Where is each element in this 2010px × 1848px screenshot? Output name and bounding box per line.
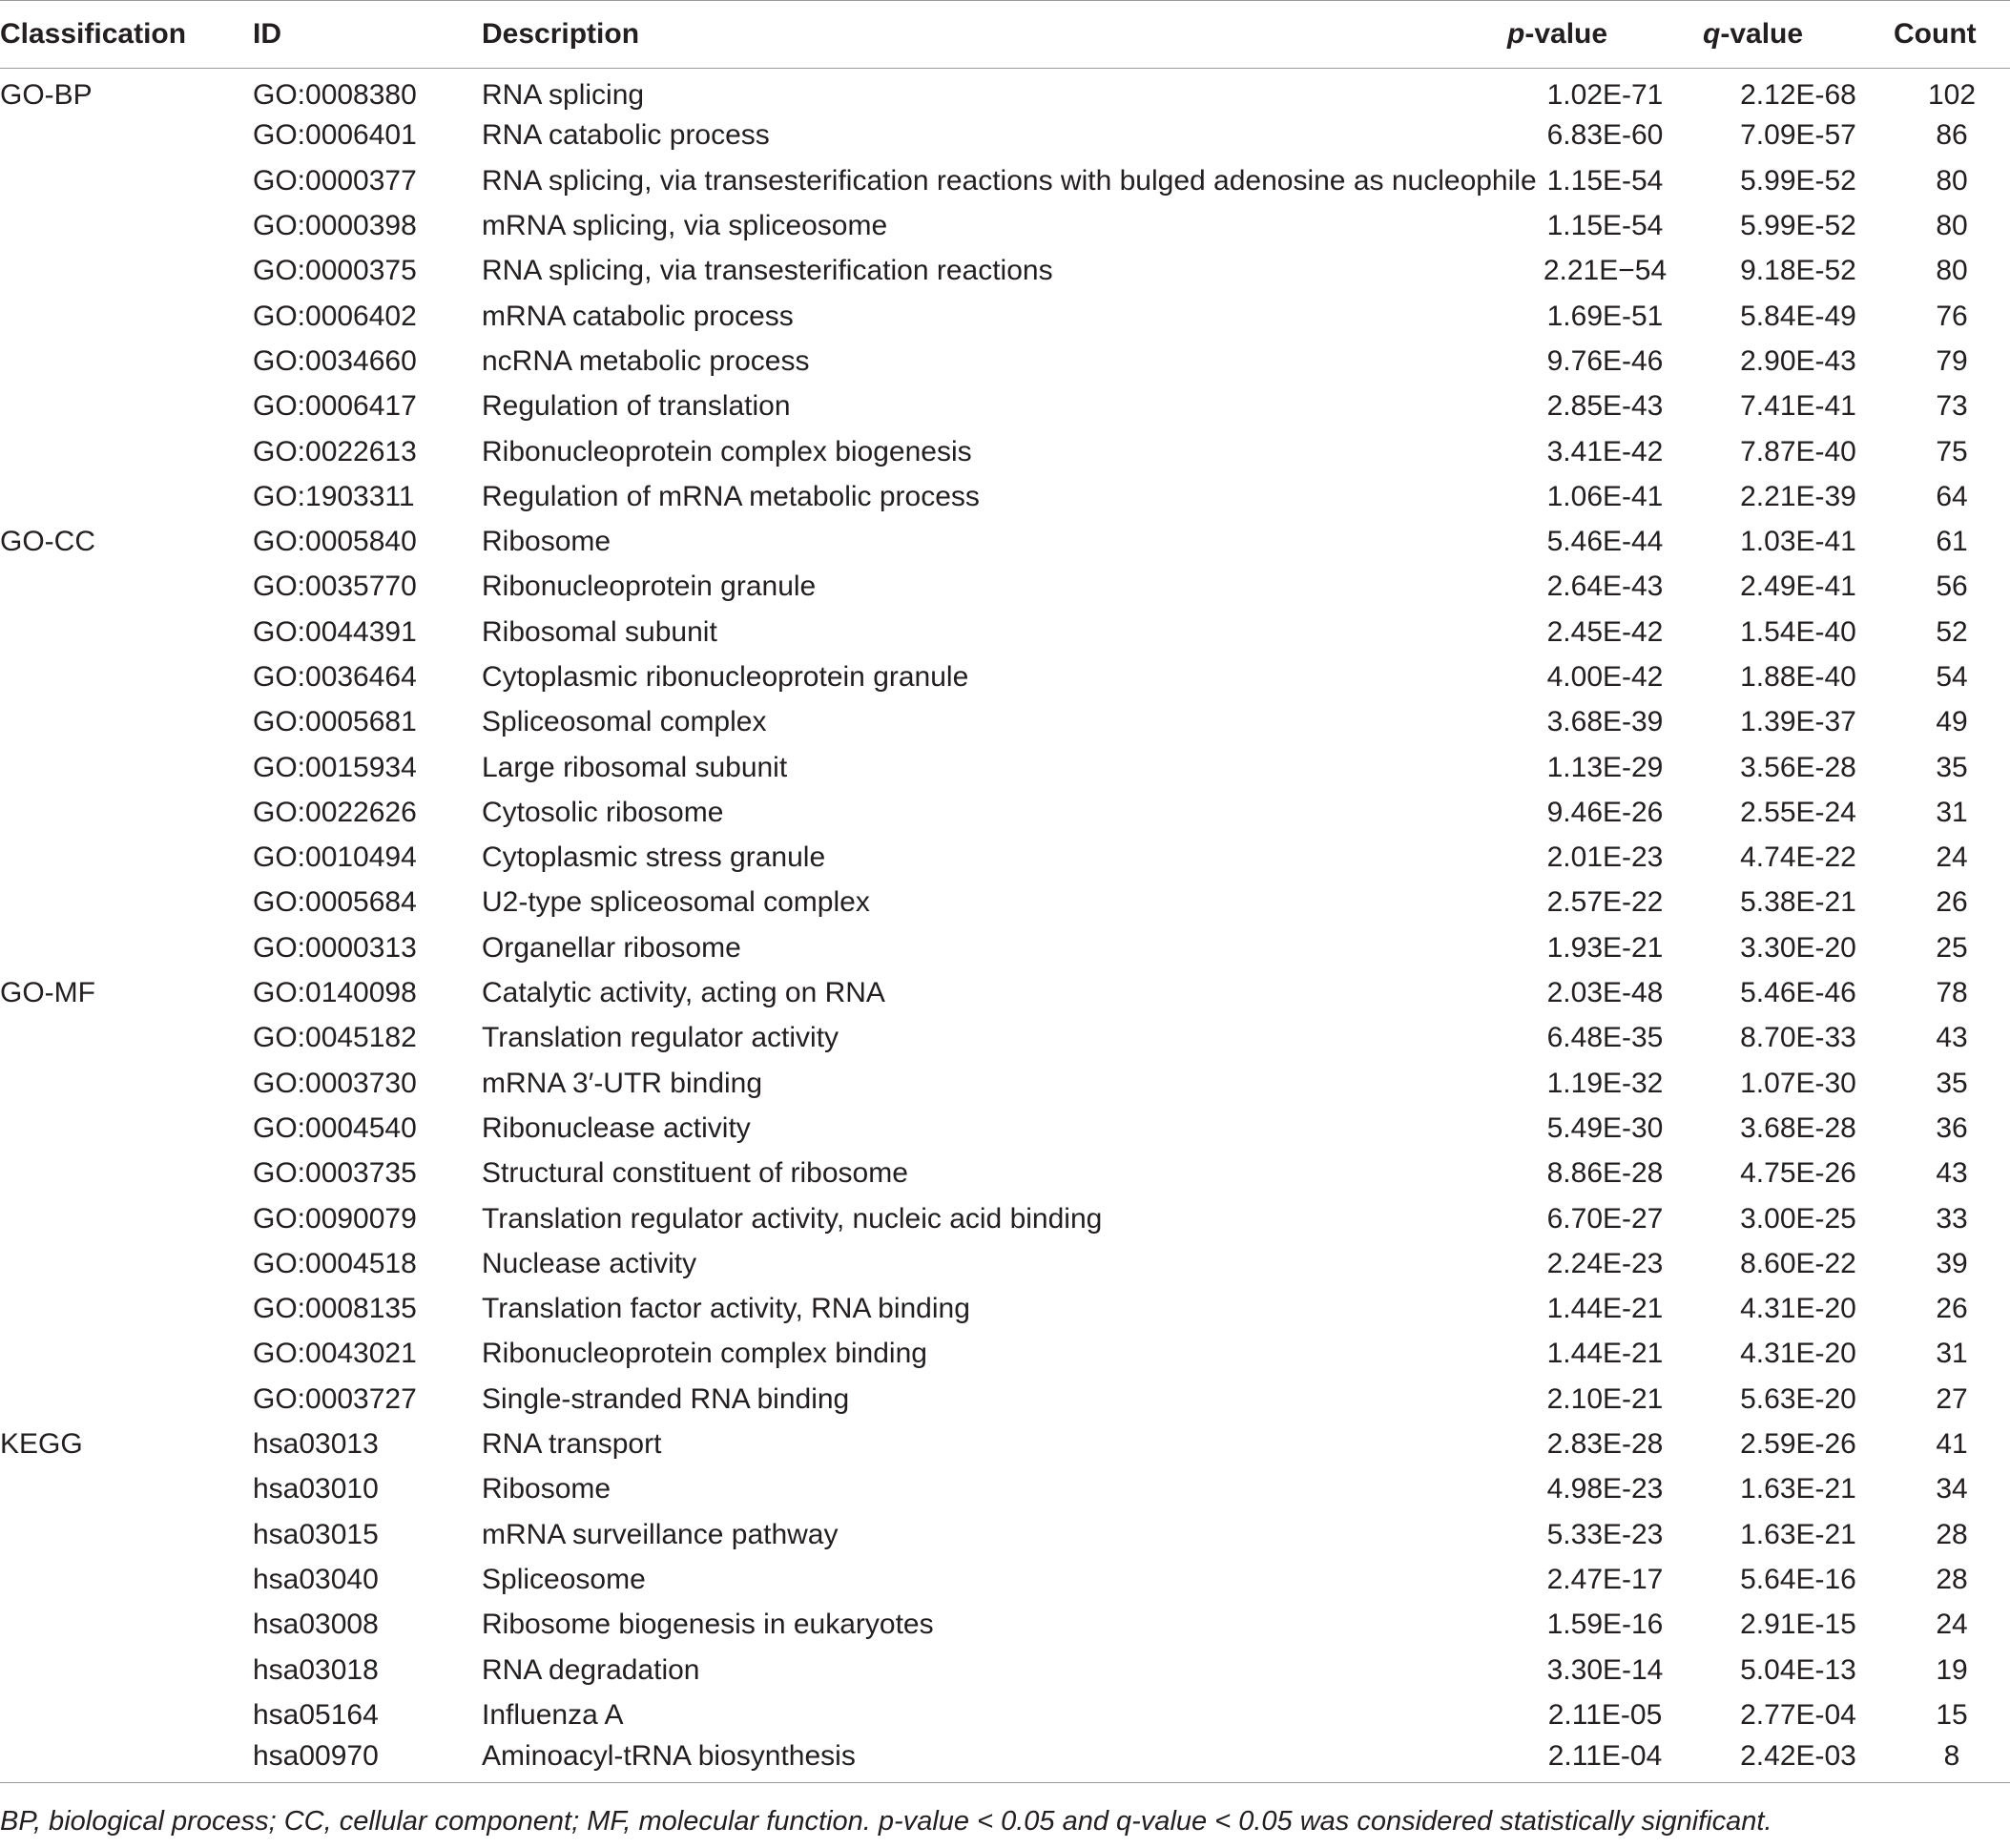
cell-p-value: 2.64E-43 xyxy=(1546,571,1664,603)
cell-count: 54 xyxy=(1936,661,1968,693)
table-row xyxy=(0,881,2010,925)
cell-p-value: 2.11E-04 xyxy=(1507,1737,1703,1782)
cell-p-value: 1.15E-54 xyxy=(1546,164,1664,197)
cell-description: Ribonuclease activity xyxy=(482,1111,751,1144)
cell-id: GO:0003735 xyxy=(253,1157,417,1190)
cell-classification xyxy=(0,249,253,294)
cell-p-value: 2.45E-42 xyxy=(1546,615,1664,648)
cell-classification xyxy=(0,384,253,429)
cell-description: Cytoplasmic ribonucleoprotein granule xyxy=(482,661,969,693)
header-classification: Classification xyxy=(0,1,253,69)
table-row xyxy=(0,1016,2010,1061)
cell-classification: GO-BP xyxy=(0,79,93,112)
cell-count: 8 xyxy=(1894,1737,2010,1782)
cell-description: Ribonucleoprotein complex binding xyxy=(482,1338,927,1370)
cell-description: RNA splicing, via transesterification reactions with bulged adenosine as nucleophile xyxy=(482,164,1537,197)
table-row xyxy=(0,1512,2010,1557)
cell-description: Cytoplasmic stress granule xyxy=(482,841,826,874)
cell-count: 56 xyxy=(1936,571,1968,603)
cell-classification xyxy=(0,114,253,158)
cell-id: GO:1903311 xyxy=(253,480,415,512)
cell-q-value: 1.07E-30 xyxy=(1740,1067,1856,1099)
header-row xyxy=(0,1,2010,69)
cell-q-value: 1.54E-40 xyxy=(1740,615,1856,648)
cell-q-value: 7.87E-40 xyxy=(1740,435,1856,467)
cell-q-value: 2.90E-43 xyxy=(1740,344,1856,377)
table-row xyxy=(0,519,2010,564)
cell-q-value: 4.75E-26 xyxy=(1740,1157,1856,1190)
header-p-letter: p xyxy=(1507,18,1525,50)
cell-id: GO:0000375 xyxy=(253,255,417,287)
cell-count: 64 xyxy=(1936,480,1968,512)
cell-q-value: 4.31E-20 xyxy=(1740,1293,1856,1325)
cell-count: 35 xyxy=(1936,1067,1968,1099)
cell-classification xyxy=(0,1152,253,1196)
cell-q-value: 1.88E-40 xyxy=(1740,661,1856,693)
cell-count: 86 xyxy=(1936,119,1968,152)
cell-count: 34 xyxy=(1936,1473,1968,1505)
cell-classification xyxy=(0,1648,253,1692)
cell-id: GO:0043021 xyxy=(253,1338,417,1370)
cell-q-value: 3.30E-20 xyxy=(1740,931,1856,964)
cell-id: GO:0035770 xyxy=(253,571,417,603)
cell-p-value: 6.70E-27 xyxy=(1546,1202,1664,1235)
cell-q-value: 1.63E-21 xyxy=(1740,1518,1856,1550)
cell-count: 75 xyxy=(1936,435,1968,467)
cell-classification xyxy=(0,881,253,925)
cell-description: Nuclease activity xyxy=(482,1247,697,1279)
cell-description: Ribosome biogenesis in eukaryotes xyxy=(482,1609,934,1641)
cell-description: Ribonucleoprotein complex biogenesis xyxy=(482,435,972,467)
cell-id: GO:0022613 xyxy=(253,435,417,467)
cell-count: 52 xyxy=(1936,615,1968,648)
table-row xyxy=(0,1557,2010,1602)
cell-classification xyxy=(0,158,253,203)
cell-classification xyxy=(0,1061,253,1106)
cell-id: GO:0034660 xyxy=(253,344,417,377)
cell-description: Translation regulator activity, nucleic acid binding xyxy=(482,1202,1103,1235)
cell-description: RNA splicing, via transesterification reactions xyxy=(482,255,1053,287)
cell-description: Regulation of mRNA metabolic process xyxy=(482,480,980,512)
cell-classification xyxy=(0,1196,253,1241)
cell-id: hsa03015 xyxy=(253,1518,379,1550)
table-row xyxy=(0,1332,2010,1377)
cell-q-value: 2.91E-15 xyxy=(1740,1609,1856,1641)
cell-count: 26 xyxy=(1936,1293,1968,1325)
cell-description: Influenza A xyxy=(482,1698,624,1731)
cell-count: 79 xyxy=(1936,344,1968,377)
table-row xyxy=(0,654,2010,699)
cell-description: Ribosome xyxy=(482,1473,611,1505)
cell-count: 15 xyxy=(1936,1698,1968,1731)
cell-classification xyxy=(0,1692,253,1737)
cell-classification xyxy=(0,790,253,835)
cell-q-value: 5.84E-49 xyxy=(1740,300,1856,332)
cell-q-value: 2.49E-41 xyxy=(1740,571,1856,603)
cell-q-value: 2.21E-39 xyxy=(1740,480,1856,512)
cell-id: GO:0015934 xyxy=(253,751,417,783)
cell-id: GO:0006402 xyxy=(253,300,417,332)
cell-count: 36 xyxy=(1936,1111,1968,1144)
cell-count: 73 xyxy=(1936,390,1968,423)
table-row xyxy=(0,790,2010,835)
cell-count: 31 xyxy=(1936,796,1968,828)
cell-classification xyxy=(0,1106,253,1151)
header-count: Count xyxy=(1894,1,2010,69)
cell-p-value: 2.24E-23 xyxy=(1546,1247,1664,1279)
cell-p-value: 2.01E-23 xyxy=(1546,841,1664,874)
cell-p-value: 2.57E-22 xyxy=(1546,886,1664,919)
cell-count: 39 xyxy=(1936,1247,1968,1279)
cell-q-value: 2.59E-26 xyxy=(1740,1428,1856,1461)
cell-q-value: 5.99E-52 xyxy=(1740,210,1856,242)
cell-p-value: 1.15E-54 xyxy=(1546,210,1664,242)
table-row xyxy=(0,970,2010,1015)
cell-classification xyxy=(0,1377,253,1422)
cell-id: GO:0005684 xyxy=(253,886,417,919)
cell-id: GO:0044391 xyxy=(253,615,417,648)
cell-id: GO:0090079 xyxy=(253,1202,417,1235)
table-row xyxy=(0,339,2010,384)
cell-count: 61 xyxy=(1936,526,1968,558)
cell-p-value: 1.02E-71 xyxy=(1546,79,1664,112)
cell-p-value: 6.83E-60 xyxy=(1546,119,1664,152)
cell-q-value: 9.18E-52 xyxy=(1740,255,1856,287)
header-q-value xyxy=(1703,1,1894,69)
cell-classification xyxy=(0,429,253,474)
cell-classification xyxy=(0,654,253,699)
cell-q-value: 1.63E-21 xyxy=(1740,1473,1856,1505)
cell-p-value: 5.46E-44 xyxy=(1546,526,1664,558)
cell-classification xyxy=(0,1467,253,1512)
cell-classification xyxy=(0,836,253,881)
table-row xyxy=(0,294,2010,339)
cell-description: Organellar ribosome xyxy=(482,931,741,964)
cell-classification xyxy=(0,1241,253,1286)
table-row xyxy=(0,1377,2010,1422)
cell-id: GO:0010494 xyxy=(253,841,417,874)
cell-count: 28 xyxy=(1936,1563,1968,1595)
table-row xyxy=(0,158,2010,203)
table-row xyxy=(0,429,2010,474)
cell-p-value: 2.83E-28 xyxy=(1546,1428,1664,1461)
cell-q-value: 8.60E-22 xyxy=(1740,1247,1856,1279)
cell-p-value: 2.03E-48 xyxy=(1546,977,1664,1009)
cell-classification xyxy=(0,1603,253,1648)
cell-classification xyxy=(0,339,253,384)
cell-classification xyxy=(0,1287,253,1332)
cell-id: GO:0006417 xyxy=(253,390,417,423)
cell-q-value: 5.04E-13 xyxy=(1740,1653,1856,1686)
cell-classification xyxy=(0,565,253,610)
cell-description: Structural constituent of ribosome xyxy=(482,1157,908,1190)
table-row xyxy=(0,700,2010,745)
cell-p-value: 1.44E-21 xyxy=(1546,1293,1664,1325)
cell-id: GO:0004518 xyxy=(253,1247,417,1279)
cell-description: Cytosolic ribosome xyxy=(482,796,724,828)
table-footnote: BP, biological process; CC, cellular component; MF, molecular function. p-value < 0.05 and q-value < 0.05 was considered statistically significant. xyxy=(0,1806,1772,1837)
cell-id: hsa03013 xyxy=(253,1428,379,1461)
cell-q-value: 3.68E-28 xyxy=(1740,1111,1856,1144)
table-row xyxy=(0,203,2010,248)
cell-q-value: 2.77E-04 xyxy=(1740,1698,1856,1731)
cell-p-value: 5.49E-30 xyxy=(1546,1111,1664,1144)
header-p-value xyxy=(1507,1,1703,69)
cell-classification xyxy=(0,700,253,745)
cell-description: mRNA 3′-UTR binding xyxy=(482,1067,763,1099)
cell-count: 25 xyxy=(1936,931,1968,964)
cell-p-value: 6.48E-35 xyxy=(1546,1022,1664,1054)
table-row xyxy=(0,925,2010,970)
cell-p-value: 1.06E-41 xyxy=(1546,480,1664,512)
cell-description: Aminoacyl-tRNA biosynthesis xyxy=(482,1737,1507,1782)
table-row xyxy=(0,1106,2010,1151)
cell-id: GO:0006401 xyxy=(253,119,417,152)
cell-id: GO:0005840 xyxy=(253,526,417,558)
cell-p-value: 8.86E-28 xyxy=(1546,1157,1664,1190)
table-header xyxy=(0,1,2010,69)
cell-q-value: 2.12E-68 xyxy=(1740,79,1856,112)
table-row xyxy=(0,1241,2010,1286)
table-row xyxy=(0,1603,2010,1648)
cell-q-value: 7.41E-41 xyxy=(1740,390,1856,423)
cell-p-value: 4.00E-42 xyxy=(1546,661,1664,693)
cell-count: 80 xyxy=(1936,255,1968,287)
cell-classification xyxy=(0,1512,253,1557)
table-row xyxy=(0,1648,2010,1692)
cell-p-value: 2.85E-43 xyxy=(1546,390,1664,423)
cell-count: 102 xyxy=(1927,79,1977,112)
cell-classification xyxy=(0,1016,253,1061)
cell-count: 78 xyxy=(1936,977,1968,1009)
header-id: ID xyxy=(253,1,482,69)
cell-classification: KEGG xyxy=(0,1428,83,1461)
cell-p-value: 1.69E-51 xyxy=(1546,300,1664,332)
cell-id: GO:0008135 xyxy=(253,1293,417,1325)
cell-classification xyxy=(0,1332,253,1377)
cell-q-value: 5.63E-20 xyxy=(1740,1382,1856,1415)
cell-q-value: 5.46E-46 xyxy=(1740,977,1856,1009)
table-row xyxy=(0,1152,2010,1196)
cell-count: 41 xyxy=(1936,1428,1968,1461)
cell-q-value: 8.70E-33 xyxy=(1740,1022,1856,1054)
table-row xyxy=(0,565,2010,610)
cell-description: Translation regulator activity xyxy=(482,1022,839,1054)
cell-id: GO:0036464 xyxy=(253,661,417,693)
cell-id: GO:0003727 xyxy=(253,1382,417,1415)
cell-q-value: 3.56E-28 xyxy=(1740,751,1856,783)
cell-description: mRNA catabolic process xyxy=(482,300,794,332)
cell-count: 35 xyxy=(1936,751,1968,783)
cell-p-value: 4.98E-23 xyxy=(1546,1473,1664,1505)
table-body xyxy=(0,69,2010,1783)
header-q-letter: q xyxy=(1703,18,1721,50)
cell-classification xyxy=(0,203,253,248)
cell-classification xyxy=(0,1557,253,1602)
cell-id: GO:0000398 xyxy=(253,210,417,242)
cell-q-value: 7.09E-57 xyxy=(1740,119,1856,152)
cell-classification xyxy=(0,1737,253,1782)
cell-description: mRNA surveillance pathway xyxy=(482,1518,839,1550)
cell-q-value: 2.55E-24 xyxy=(1740,796,1856,828)
cell-classification xyxy=(0,294,253,339)
cell-count: 49 xyxy=(1936,706,1968,738)
cell-description: Catalytic activity, acting on RNA xyxy=(482,977,885,1009)
cell-classification xyxy=(0,925,253,970)
cell-description: ncRNA metabolic process xyxy=(482,344,810,377)
cell-description: Ribonucleoprotein granule xyxy=(482,571,817,603)
cell-classification xyxy=(0,610,253,654)
cell-p-value: 9.46E-26 xyxy=(1546,796,1664,828)
cell-description: Large ribosomal subunit xyxy=(482,751,788,783)
cell-p-value: 3.30E-14 xyxy=(1546,1653,1664,1686)
cell-count: 33 xyxy=(1936,1202,1968,1235)
table-row xyxy=(0,1196,2010,1241)
cell-id: GO:0045182 xyxy=(253,1022,417,1054)
table-row xyxy=(0,836,2010,881)
cell-count: 24 xyxy=(1936,841,1968,874)
cell-id: hsa03008 xyxy=(253,1609,379,1641)
cell-q-value: 2.42E-03 xyxy=(1703,1737,1894,1782)
cell-count: 43 xyxy=(1936,1022,1968,1054)
cell-count: 80 xyxy=(1936,210,1968,242)
cell-id: hsa05164 xyxy=(253,1698,379,1731)
cell-id: GO:0004540 xyxy=(253,1111,417,1144)
cell-description: U2-type spliceosomal complex xyxy=(482,886,870,919)
cell-p-value: 1.59E-16 xyxy=(1546,1609,1664,1641)
table-row xyxy=(0,1737,2010,1782)
cell-count: 43 xyxy=(1936,1157,1968,1190)
cell-count: 31 xyxy=(1936,1338,1968,1370)
cell-q-value: 5.64E-16 xyxy=(1740,1563,1856,1595)
cell-count: 26 xyxy=(1936,886,1968,919)
cell-q-value: 3.00E-25 xyxy=(1740,1202,1856,1235)
table-row xyxy=(0,384,2010,429)
cell-p-value: 2.47E-17 xyxy=(1546,1563,1664,1595)
cell-p-value: 2.11E-05 xyxy=(1547,1698,1663,1731)
cell-id: GO:0000377 xyxy=(253,164,417,197)
table-row xyxy=(0,1061,2010,1106)
cell-count: 76 xyxy=(1936,300,1968,332)
cell-p-value: 2.21E−54 xyxy=(1543,255,1668,287)
cell-p-value: 5.33E-23 xyxy=(1546,1518,1664,1550)
cell-count: 80 xyxy=(1936,164,1968,197)
cell-count: 28 xyxy=(1936,1518,1968,1550)
cell-count: 27 xyxy=(1936,1382,1968,1415)
cell-q-value: 1.39E-37 xyxy=(1740,706,1856,738)
cell-p-value: 3.41E-42 xyxy=(1546,435,1664,467)
cell-id: hsa03040 xyxy=(253,1563,379,1595)
table-row xyxy=(0,745,2010,790)
table-row xyxy=(0,1422,2010,1466)
cell-id: GO:0003730 xyxy=(253,1067,417,1099)
cell-id: GO:0008380 xyxy=(253,79,417,112)
cell-description: RNA catabolic process xyxy=(482,119,770,152)
cell-classification xyxy=(0,474,253,519)
cell-q-value: 4.74E-22 xyxy=(1740,841,1856,874)
table-row xyxy=(0,474,2010,519)
cell-classification: GO-CC xyxy=(0,526,95,558)
cell-description: Spliceosome xyxy=(482,1563,646,1595)
cell-description: Single-stranded RNA binding xyxy=(482,1382,850,1415)
cell-classification xyxy=(0,745,253,790)
cell-p-value: 9.76E-46 xyxy=(1546,344,1664,377)
table-row xyxy=(0,1287,2010,1332)
table-row xyxy=(0,69,2010,114)
header-p-suffix: -value xyxy=(1524,18,1608,50)
cell-id: GO:0005681 xyxy=(253,706,417,738)
cell-description: Spliceosomal complex xyxy=(482,706,767,738)
header-description: Description xyxy=(482,1,1507,69)
cell-id: GO:0000313 xyxy=(253,931,417,964)
cell-q-value: 4.31E-20 xyxy=(1740,1338,1856,1370)
cell-p-value: 1.13E-29 xyxy=(1546,751,1664,783)
cell-id: hsa03010 xyxy=(253,1473,379,1505)
cell-p-value: 1.44E-21 xyxy=(1546,1338,1664,1370)
table-row xyxy=(0,1467,2010,1512)
table-row xyxy=(0,249,2010,294)
cell-q-value: 5.38E-21 xyxy=(1740,886,1856,919)
cell-description: Regulation of translation xyxy=(482,390,791,423)
cell-id: GO:0022626 xyxy=(253,796,417,828)
cell-id: GO:0140098 xyxy=(253,977,417,1009)
cell-description: mRNA splicing, via spliceosome xyxy=(482,210,888,242)
table-row xyxy=(0,610,2010,654)
cell-id: hsa00970 xyxy=(253,1737,482,1782)
cell-description: Ribosomal subunit xyxy=(482,615,717,648)
cell-description: RNA degradation xyxy=(482,1653,700,1686)
cell-description: Translation factor activity, RNA binding xyxy=(482,1293,970,1325)
cell-description: Ribosome xyxy=(482,526,611,558)
cell-description: RNA transport xyxy=(482,1428,662,1461)
table-row xyxy=(0,114,2010,158)
cell-q-value: 5.99E-52 xyxy=(1740,164,1856,197)
cell-p-value: 1.19E-32 xyxy=(1546,1067,1664,1099)
cell-p-value: 2.10E-21 xyxy=(1546,1382,1664,1415)
cell-count: 24 xyxy=(1936,1609,1968,1641)
cell-p-value: 3.68E-39 xyxy=(1546,706,1664,738)
table-row xyxy=(0,1692,2010,1737)
cell-q-value: 1.03E-41 xyxy=(1740,526,1856,558)
cell-description: RNA splicing xyxy=(482,79,645,112)
header-q-suffix: -value xyxy=(1720,18,1804,50)
cell-p-value: 1.93E-21 xyxy=(1546,931,1664,964)
cell-classification: GO-MF xyxy=(0,977,95,1009)
cell-count: 19 xyxy=(1936,1653,1968,1686)
cell-id: hsa03018 xyxy=(253,1653,379,1686)
